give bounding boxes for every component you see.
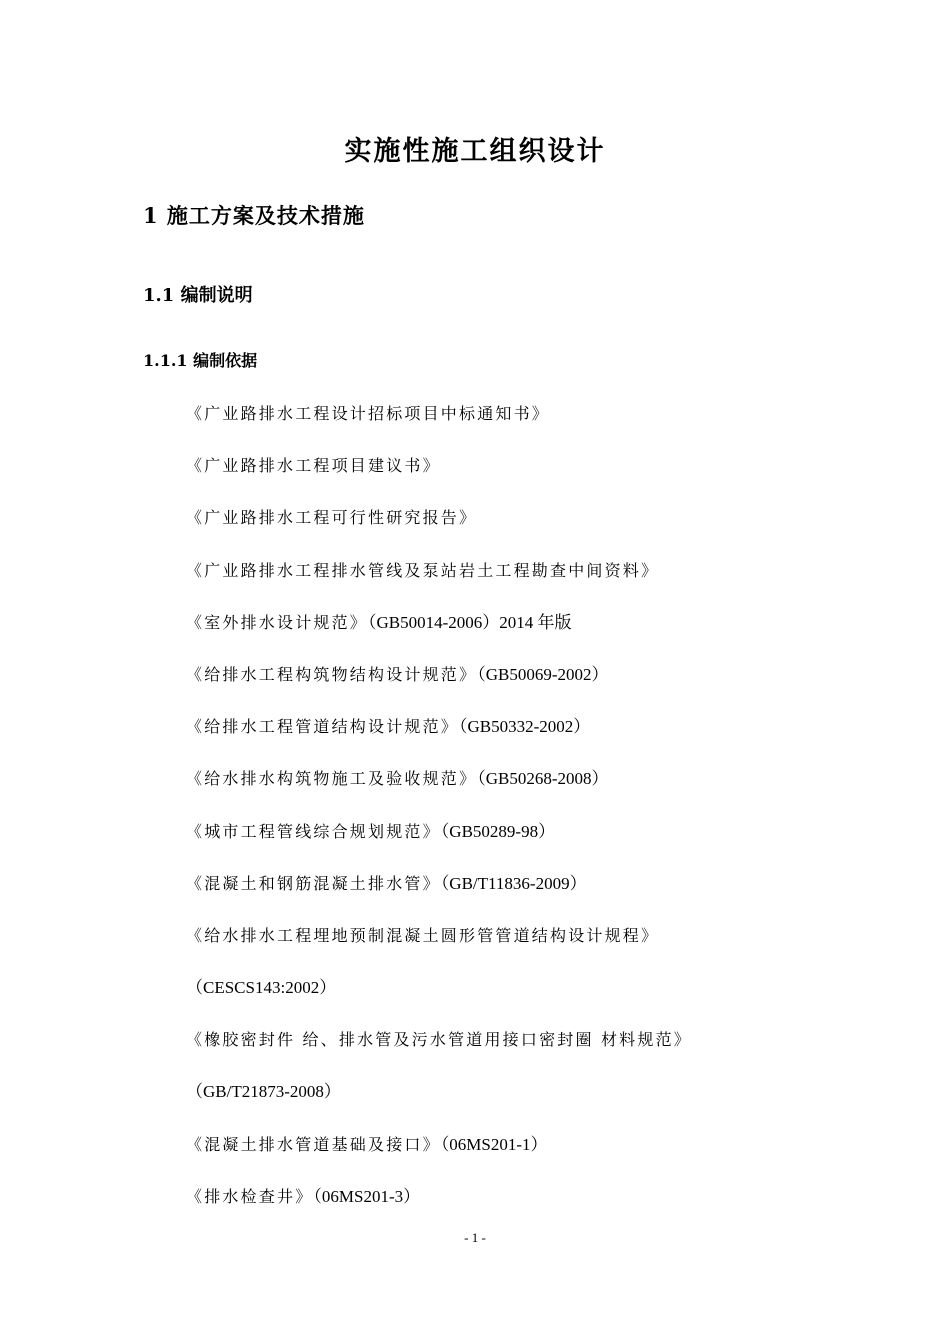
reference-item — [186, 974, 786, 1026]
reference-code: （GB50069-2002） — [477, 664, 609, 684]
reference-code: （GB50289-98） — [440, 821, 556, 841]
reference-item — [186, 922, 786, 974]
reference-code: （GB50332-2002） — [459, 717, 591, 737]
reference-item — [186, 1078, 786, 1130]
reference-title: 《广业路排水工程项目建议书》 — [186, 456, 441, 476]
reference-code: （GB/T11836-2009） — [440, 873, 587, 893]
heading-level-2: 1.1 编制说明 — [143, 285, 253, 306]
page-number: - 1 - — [464, 1230, 486, 1245]
reference-title: 《给排水工程构筑物结构设计规范》 — [186, 664, 478, 684]
reference-item — [186, 1026, 786, 1078]
reference-code: （GB50014-2006）2014 年版 — [368, 612, 572, 632]
reference-item — [186, 870, 786, 922]
reference-item — [186, 1131, 786, 1183]
reference-title: 《混凝土排水管道基础及接口》 — [186, 1134, 441, 1154]
reference-item — [186, 661, 786, 713]
reference-title: 《给水排水工程埋地预制混凝土圆形管管道结构设计规程》 — [186, 925, 660, 945]
reference-code: （CESCS143:2002） — [186, 978, 337, 998]
reference-code: （06MS201-3） — [313, 1186, 421, 1206]
document-title: 实施性施工组织设计 — [344, 136, 606, 167]
reference-code: （06MS201-1） — [440, 1134, 548, 1154]
reference-title: 《混凝土和钢筋混凝土排水管》 — [186, 873, 441, 893]
heading-level-1: 1 施工方案及技术措施 — [143, 203, 365, 228]
reference-title: 《排水检查井》 — [186, 1186, 314, 1206]
reference-item — [186, 609, 786, 661]
reference-title: 《给排水工程管道结构设计规范》 — [186, 717, 460, 737]
reference-title: 《城市工程管线综合规划规范》 — [186, 821, 441, 841]
reference-title: 《广业路排水工程可行性研究报告》 — [186, 508, 478, 528]
reference-title: 《室外排水设计规范》 — [186, 612, 369, 632]
reference-item — [186, 452, 786, 504]
reference-title: 《给水排水构筑物施工及验收规范》 — [186, 769, 478, 789]
reference-title: 《广业路排水工程设计招标项目中标通知书》 — [186, 404, 551, 423]
reference-item — [186, 818, 786, 870]
reference-list — [186, 400, 786, 1235]
reference-item — [186, 713, 786, 765]
reference-item — [186, 400, 786, 452]
reference-item — [186, 504, 786, 556]
reference-item — [186, 557, 786, 609]
reference-item — [186, 765, 786, 817]
heading-level-3: 1.1.1 编制依据 — [143, 351, 258, 370]
reference-title: 《橡胶密封件 给、排水管及污水管道用接口密封圈 材料规范》 — [186, 1030, 692, 1050]
reference-title: 《广业路排水工程排水管线及泵站岩土工程勘查中间资料》 — [186, 560, 660, 580]
reference-code: （GB50268-2008） — [477, 769, 609, 789]
reference-code: （GB/T21873-2008） — [186, 1082, 341, 1102]
